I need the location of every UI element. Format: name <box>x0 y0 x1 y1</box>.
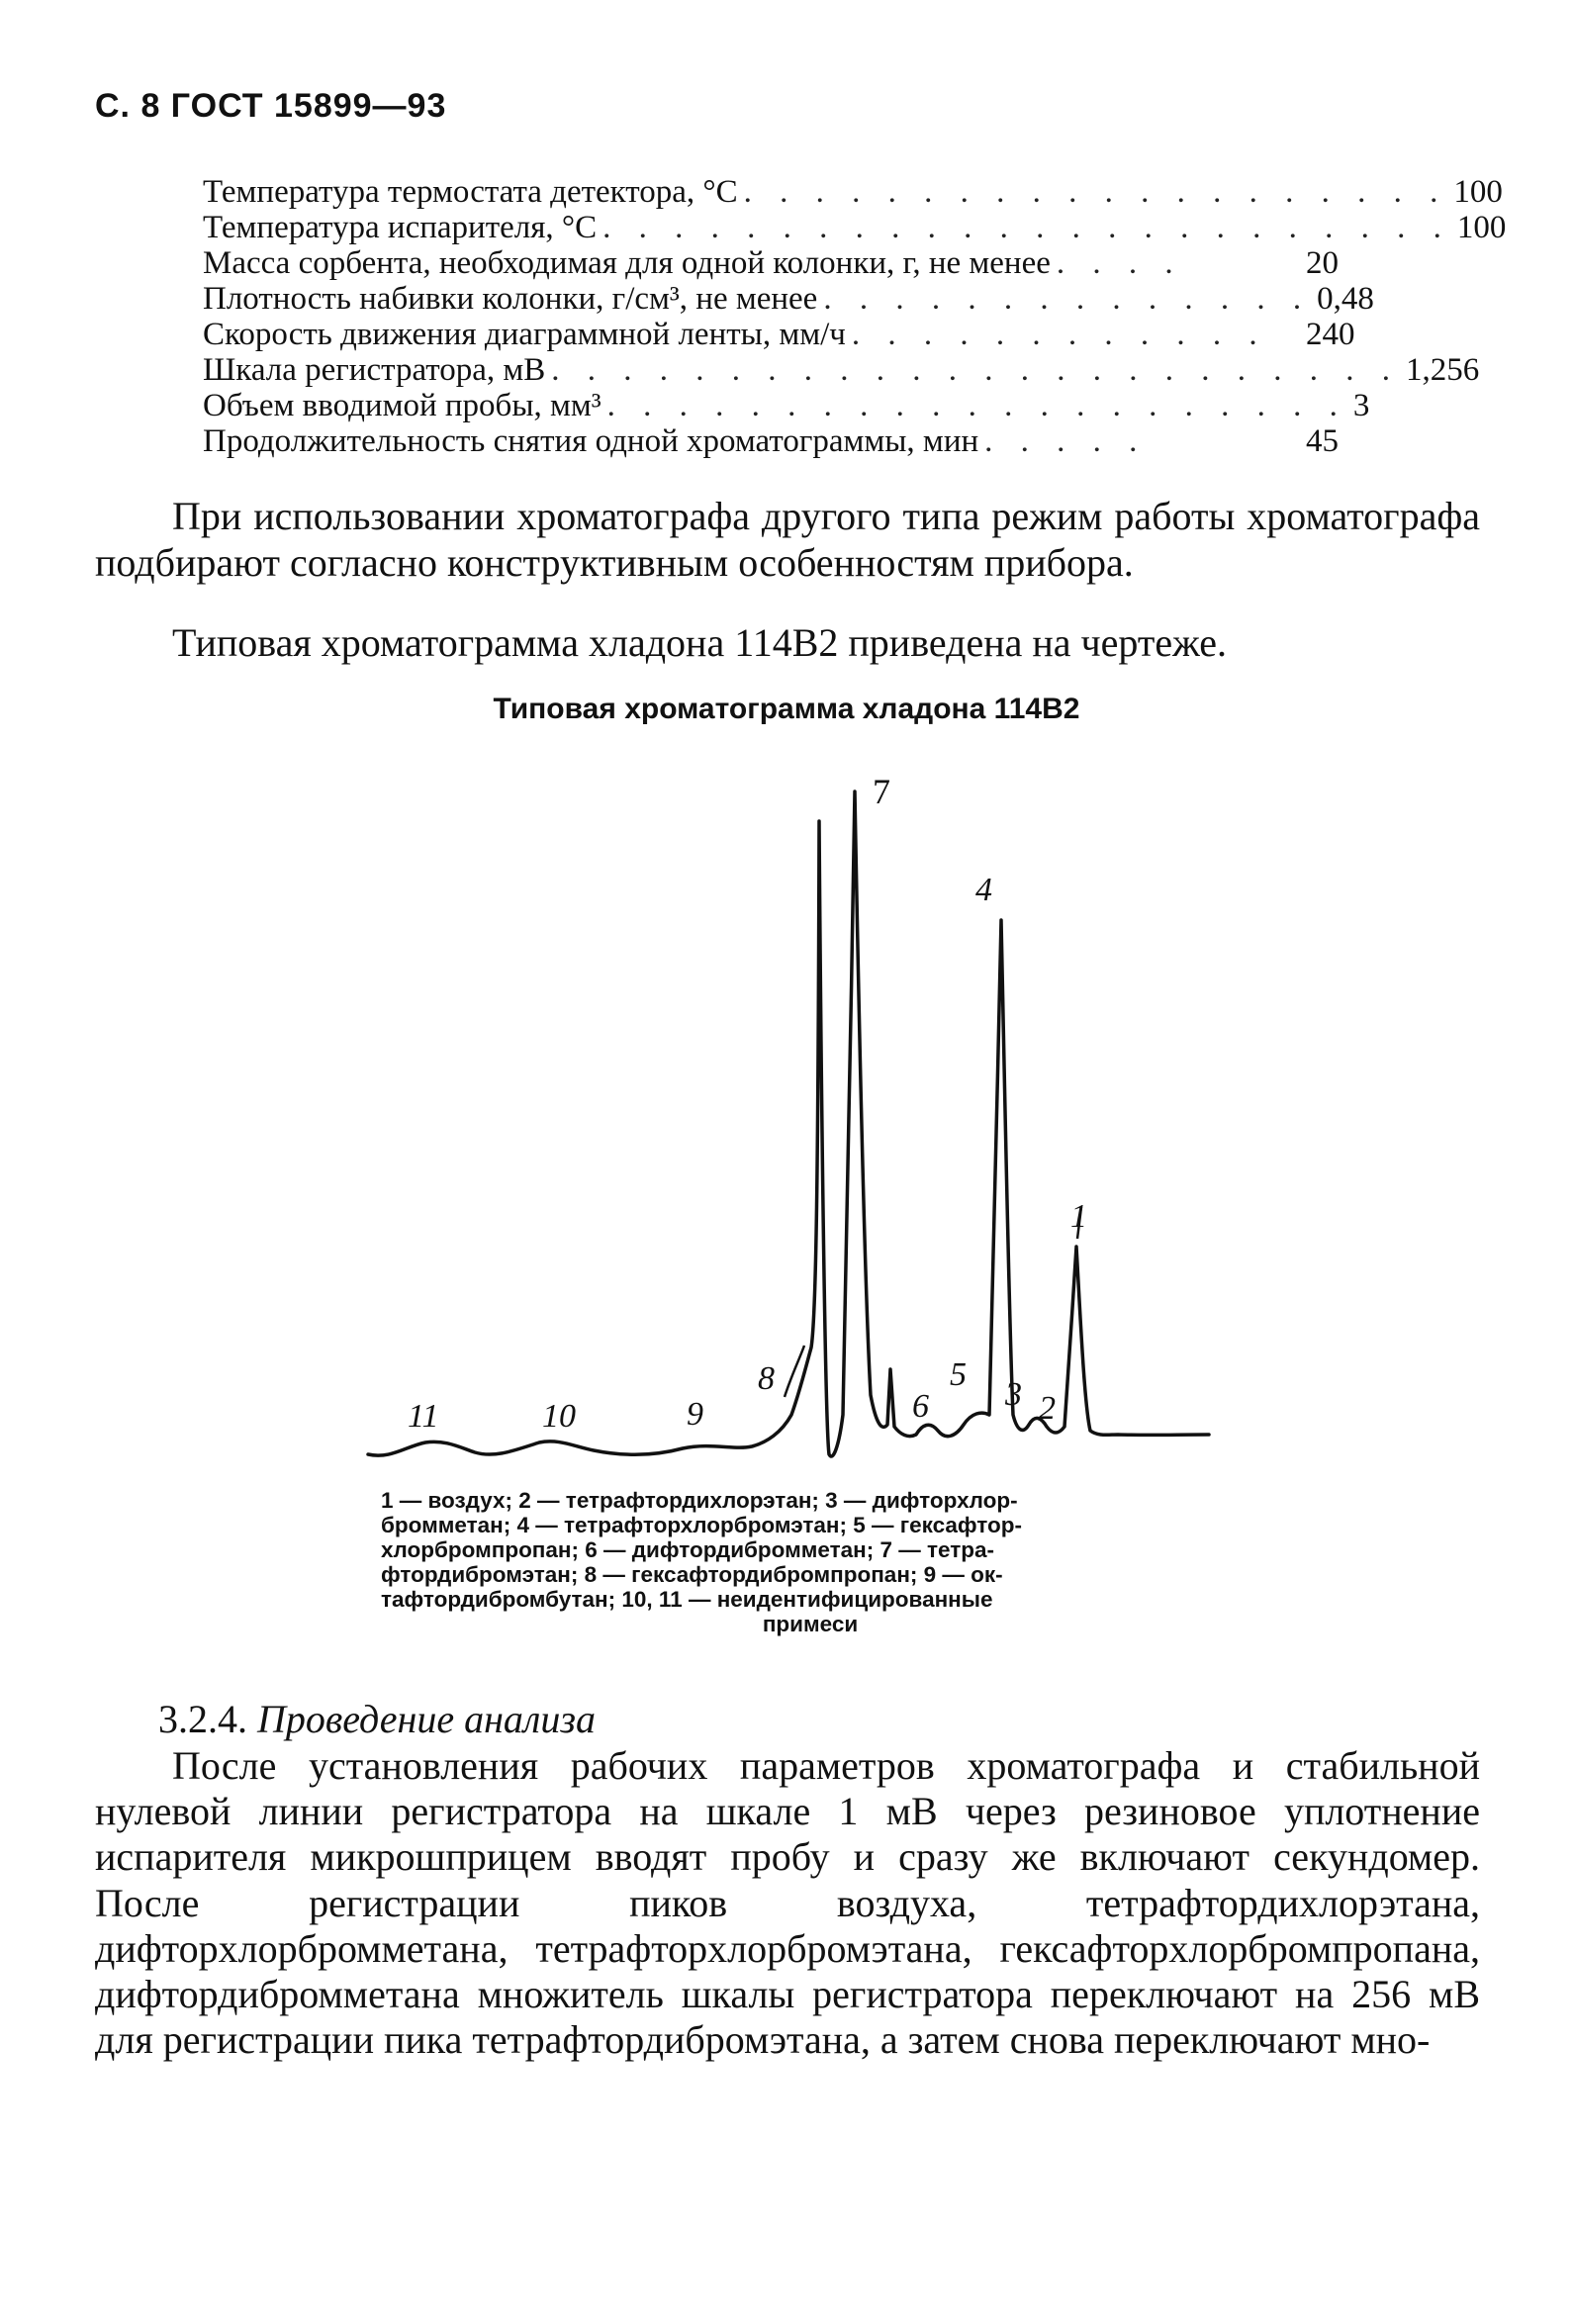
parameter-label: Температура термостата детектора, °С <box>203 174 738 210</box>
parameter-value: 3 <box>1352 388 1370 423</box>
peak-label-8: 8 <box>758 1360 775 1397</box>
legend-line: тафтордибромбутан; 10, 11 — неидентифицированные <box>381 1587 993 1612</box>
peak-label-7: 7 <box>873 772 890 811</box>
parameter-label: Шкала регистратора, мВ <box>203 352 546 388</box>
peak-label-9: 9 <box>687 1396 703 1433</box>
paragraph-text: При использовании хроматографа другого типа режим работы хроматографа подбирают согласно конструктивным особенностям прибора. <box>95 494 1480 585</box>
parameter-value: 1,256 <box>1406 352 1480 388</box>
legend-line: фтордибромэтан; 8 — гексафтордибромпропан; 9 — ок- <box>381 1562 1003 1587</box>
paragraph-text: Типовая хроматограмма хладона 114В2 приведена на чертеже. <box>172 620 1227 665</box>
parameter-label: Масса сорбента, необходимая для одной колонки, г, не менее <box>203 245 1051 281</box>
page-header: С. 8 ГОСТ 15899—93 <box>95 87 447 125</box>
legend-line: 1 — воздух; 2 — тетрафтордихлорэтан; 3 — дифторхлор- <box>381 1488 1018 1513</box>
parameter-value: 0,48 <box>1317 281 1374 317</box>
parameter-label: Продолжительность снятия одной хроматограммы, мин <box>203 423 979 459</box>
parameter-label: Скорость движения диаграммной ленты, мм/ч <box>203 317 846 352</box>
dot-leader: . . . . . <box>984 423 1148 459</box>
section-heading <box>158 1696 596 1742</box>
parameter-label: Температура испарителя, °С <box>203 210 598 245</box>
chromatogram-trace <box>368 791 1209 1456</box>
parameter-label: Объем вводимой пробы, мм³ <box>203 388 601 423</box>
parameter-value: 45 <box>1306 423 1339 459</box>
section-title: Проведение анализа <box>257 1697 596 1741</box>
figure-title: Типовая хроматограмма хладона 114В2 <box>493 693 1080 725</box>
peak-label-1: 1 <box>1070 1198 1087 1235</box>
dot-leader: . . . . . . . . . . . . . . . . . . . . . . . . <box>602 210 1451 245</box>
peak-label-5: 5 <box>950 1356 967 1393</box>
dot-leader: . . . . . . . . . . . . . . . . . . . . . <box>606 388 1347 423</box>
peak-label-10: 10 <box>542 1398 576 1435</box>
legend-line: бромметан; 4 — тетрафторхлорбромэтан; 5 — гексафтор- <box>381 1513 1022 1537</box>
peak-label-4: 4 <box>975 872 992 908</box>
peak-label-11: 11 <box>408 1398 439 1435</box>
dot-leader: . . . . . . . . . . . . . . . . . . . . . . . . <box>551 352 1401 388</box>
figure-legend <box>381 1488 1240 1636</box>
paragraph-text: После установления рабочих параметров хроматографа и стабильной нулевой линии регистратора на шкале 1 мВ через резиновое уплотнение испарителя микрошприцем вводят пробу и сразу же включают секундомер. После регистрации пиков воздуха, тетрафтордихлорэтана, дифторхлорбромметана, тетрафторхлорбромэтана, гексафторхлорбромпропана, дифтордибромметана множитель шкалы регистратора переключают на 256 мВ для регистрации пика тетрафтордибромэтана, а затем снова переключают мно- <box>95 1743 1480 2063</box>
peak-label-2: 2 <box>1039 1390 1056 1427</box>
section-number: 3.2.4. <box>158 1697 247 1741</box>
parameter-label: Плотность набивки колонки, г/см³, не менее <box>203 281 818 317</box>
dot-leader: . . . . <box>1056 245 1183 281</box>
peak-label-6: 6 <box>912 1388 929 1425</box>
parameter-value: 20 <box>1306 245 1339 281</box>
parameter-value: 100 <box>1453 174 1503 210</box>
parameter-value: 100 <box>1456 210 1507 245</box>
dot-leader: . . . . . . . . . . . . . . <box>823 281 1312 317</box>
dot-leader: . . . . . . . . . . . . . . . . . . . . <box>743 174 1448 210</box>
legend-line: хлорбромпропан; 6 — дифтордибромметан; 7 — тетра- <box>381 1537 995 1562</box>
dot-leader: . . . . . . . . . . . . <box>851 317 1267 352</box>
parameter-value: 240 <box>1306 317 1355 352</box>
legend-line: примеси <box>762 1612 859 1636</box>
peak-label-3: 3 <box>1005 1376 1022 1413</box>
analysis-paragraph <box>95 1743 1480 2063</box>
